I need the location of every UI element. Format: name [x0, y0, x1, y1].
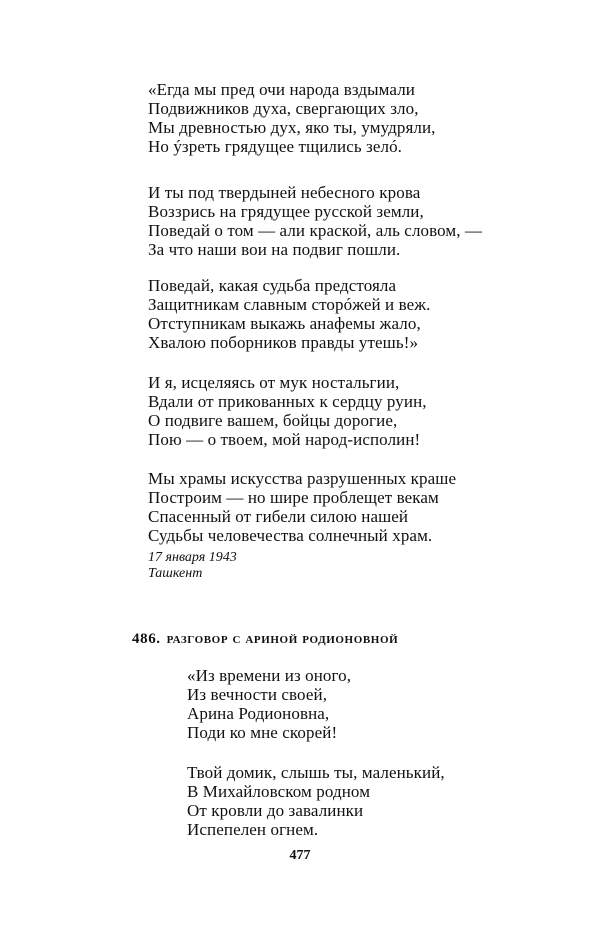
verse-line: Защитникам славным сторóжей и веж. [148, 295, 431, 314]
verse-line: И я, исцеляясь от мук ностальгии, [148, 373, 400, 392]
verse-line: В Михайловском родном [187, 782, 371, 801]
page-number: 477 [289, 848, 311, 863]
verse-line: Арина Родионовна, [187, 704, 330, 723]
verse-line: Испепелен огнем. [187, 820, 319, 839]
stanza [187, 666, 351, 742]
verse-line: Воззрись на грядущее русской земли, [148, 202, 424, 221]
verse-line: Поди ко мне скорей! [187, 723, 338, 742]
verse-line: О подвиге вашем, бойцы дорогие, [148, 411, 398, 430]
verse-line: Поведай о том — али краской, аль словом, — [148, 221, 483, 240]
poem-title: разговор с ариной родионовной [166, 631, 399, 647]
verse-line: «Из времени из оного, [187, 666, 352, 685]
verse-line: Из вечности своей, [187, 685, 328, 704]
verse-line: От кровли до завалинки [187, 801, 364, 820]
poem-place: Ташкент [148, 566, 203, 581]
stanza [148, 80, 436, 156]
poem-date: 17 января 1943 [148, 550, 237, 565]
verse-line: Мы древностью дух, яко ты, умудряли, [148, 118, 436, 137]
verse-line: Твой домик, слышь ты, маленький, [187, 763, 445, 782]
verse-line: Поведай, какая судьба предстояла [148, 276, 397, 295]
poem-number: 486. [132, 631, 161, 647]
verse-line: Но ýзреть грядущее тщились зелó. [148, 137, 403, 156]
poem-heading [132, 631, 398, 648]
verse-line: Хвалою поборников правды утешь!» [148, 333, 419, 352]
verse-line: Пою — о твоем, мой народ-исполин! [148, 430, 421, 449]
verse-line: За что наши вои на подвиг пошли. [148, 240, 401, 259]
verse-line: Отступникам выкажь анафемы жало, [148, 314, 421, 333]
stanza [187, 763, 445, 839]
verse-line: Мы храмы искусства разрушенных краше [148, 469, 457, 488]
stanza [148, 469, 456, 545]
verse-line: И ты под твердыней небесного крова [148, 183, 421, 202]
verse-line: Вдали от прикованных к сердцу руин, [148, 392, 427, 411]
verse-line: Судьбы человечества солнечный храм. [148, 526, 433, 545]
verse-line: Подвижников духа, свергающих зло, [148, 99, 419, 118]
stanza [148, 183, 482, 259]
poem-dateline [148, 550, 237, 582]
verse-line: «Егда мы пред очи народа вздымали [148, 80, 415, 99]
stanza [148, 276, 430, 352]
verse-line: Спасенный от гибели силою нашей [148, 507, 409, 526]
stanza [148, 373, 427, 449]
verse-line: Построим — но шире проблещет векам [148, 488, 439, 507]
